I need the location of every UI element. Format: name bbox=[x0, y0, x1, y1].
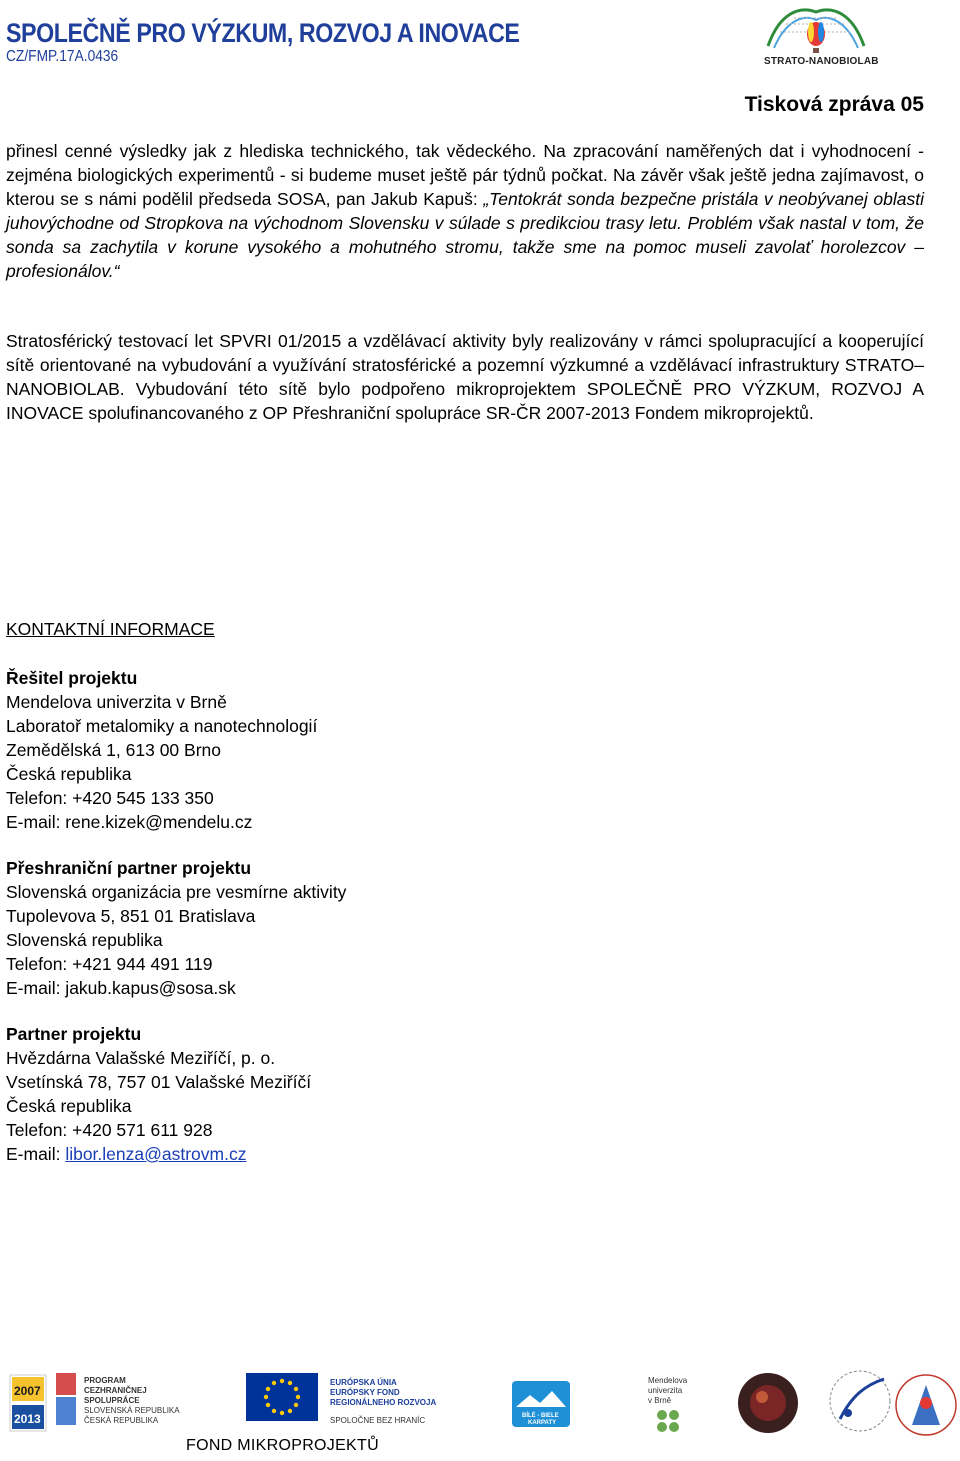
bbk-line: KARPATY bbox=[528, 1420, 557, 1426]
mendel-line: Mendelova bbox=[648, 1376, 688, 1385]
contact-solver bbox=[6, 666, 317, 834]
program-line: SLOVENSKÁ REPUBLIKA bbox=[84, 1406, 180, 1415]
solver-line: Mendelova univerzita v Brně bbox=[6, 692, 227, 712]
lab-photo bbox=[738, 1373, 798, 1433]
cross-border-email: E-mail: jakub.kapus@sosa.sk bbox=[6, 978, 236, 998]
header-title: SPOLEČNĚ PRO VÝZKUM, ROZVOJ A INOVACE bbox=[6, 18, 520, 48]
project-code: CZ/FMP.17A.0436 bbox=[6, 48, 119, 65]
paragraph-results-text: přinesl cenné výsledky jak z hlediska technického, tak vědeckého. Na zpracování naměřených dat i vyhodnocení - zejména biologických experimentů - si budeme muset ještě pár týdnů počkat. Na závěr však ještě jedna zajímavost, o kterou se s námi podělil předseda SOSA, pan Jakub Kapuš: bbox=[6, 141, 924, 209]
partner-title: Partner projektu bbox=[6, 1024, 142, 1044]
year-bottom: 2013 bbox=[14, 1412, 41, 1426]
cross-border-line: Slovenská republika bbox=[6, 930, 163, 950]
eu-text bbox=[330, 1378, 436, 1425]
mendel-line: v Brně bbox=[648, 1396, 672, 1405]
year-top: 2007 bbox=[14, 1384, 41, 1398]
cross-border-phone: Telefon: +421 944 491 119 bbox=[6, 954, 213, 974]
contact-heading: KONTAKTNÍ INFORMACE bbox=[6, 619, 215, 639]
eu-line: REGIONÁLNEHO ROZVOJA bbox=[330, 1398, 437, 1407]
partner-email-label: E-mail: bbox=[6, 1144, 66, 1164]
bile-karpaty-logo bbox=[512, 1381, 570, 1427]
eu-sub: SPOLOČNE BEZ HRANÍC bbox=[330, 1416, 426, 1425]
partner-phone: Telefon: +420 571 611 928 bbox=[6, 1120, 213, 1140]
program-line: ČESKÁ REPUBLIKA bbox=[84, 1416, 159, 1425]
cross-border-line: Tupolevova 5, 851 01 Bratislava bbox=[6, 906, 256, 926]
partner-email-row bbox=[6, 1142, 311, 1166]
contact-cross-border bbox=[6, 856, 346, 1000]
eu-line: EURÓPSKA ÚNIA bbox=[330, 1378, 397, 1387]
solver-phone: Telefon: +420 545 133 350 bbox=[6, 788, 214, 808]
program-line: CEZHRANIČNEJ bbox=[84, 1386, 147, 1395]
fund-label: FOND MIKROPROJEKTŮ bbox=[186, 1437, 379, 1454]
eu-flag bbox=[246, 1373, 318, 1421]
mendel-logo bbox=[648, 1376, 688, 1432]
kapus-quote: „Tentokrát sonda bezpečne pristála v neobývanej oblasti juhovýchodne od Stropkova na východnom Slovensku v súlade s predikciou trasy letu. Problém však nastal v tom, že sonda sa zachytila v korune vysokého a mohutného stromu, takže sme na pomoc museli zavolať horolezcov – profesionálov.“ bbox=[6, 189, 924, 281]
solver-line: Laboratoř metalomiky a nanotechnologií bbox=[6, 716, 318, 736]
solver-line: Česká republika bbox=[6, 764, 132, 784]
program-line: PROGRAM bbox=[84, 1376, 126, 1385]
partner-line: Vsetínská 78, 757 01 Valašské Meziříčí bbox=[6, 1072, 312, 1092]
contact-partner bbox=[6, 1022, 311, 1166]
solver-title: Řešitel projektu bbox=[6, 668, 138, 688]
press-release-label: Tisková zpráva 05 bbox=[744, 93, 924, 116]
cross-border-title: Přeshraniční partner projektu bbox=[6, 858, 252, 878]
partner-line: Česká republika bbox=[6, 1096, 132, 1116]
solver-line: Zemědělská 1, 613 00 Brno bbox=[6, 740, 221, 760]
partner-email-link[interactable]: libor.lenza@astrovm.cz bbox=[65, 1144, 247, 1164]
mendel-line: univerzita bbox=[648, 1386, 683, 1395]
cross-border-line: Slovenská organizácia pre vesmírne aktivity bbox=[6, 882, 347, 902]
solver-email: E-mail: rene.kizek@mendelu.cz bbox=[6, 812, 253, 832]
program-line: SPOLUPRÁCE bbox=[84, 1396, 140, 1405]
eu-line: EURÓPSKY FOND bbox=[330, 1388, 400, 1397]
logo-caption: STRATO-NANOBIOLAB bbox=[764, 56, 879, 67]
partner-line: Hvězdárna Valašské Meziříčí, p. o. bbox=[6, 1048, 276, 1068]
paragraph-flight-info: Stratosférický testovací let SPVRI 01/2015 a vzdělávací aktivity byly realizovány v rámci spolupracující a kooperující sítě orientované na vybudování a využívání stratosférické a pozemní výzkumné a vzdělávací infrastruktury STRATO–NANOBIOLAB. Vybudování této sítě bylo podpořeno mikroprojektem SPOLEČNĚ PRO VÝZKUM, ROZVOJ A INOVACE spolufinancovaného z OP Přeshraniční spolupráce SR-ČR 2007-2013 Fondem mikroprojektů. bbox=[6, 331, 924, 423]
footer-logos bbox=[0, 1365, 960, 1461]
sosa-logo bbox=[830, 1371, 890, 1431]
program-year-logo bbox=[10, 1375, 46, 1431]
hvezdarna-logo bbox=[896, 1375, 956, 1435]
program-text-logo bbox=[56, 1373, 180, 1425]
bbk-line: BÍLÉ - BIELE bbox=[522, 1413, 559, 1419]
paragraph-results bbox=[6, 139, 924, 283]
